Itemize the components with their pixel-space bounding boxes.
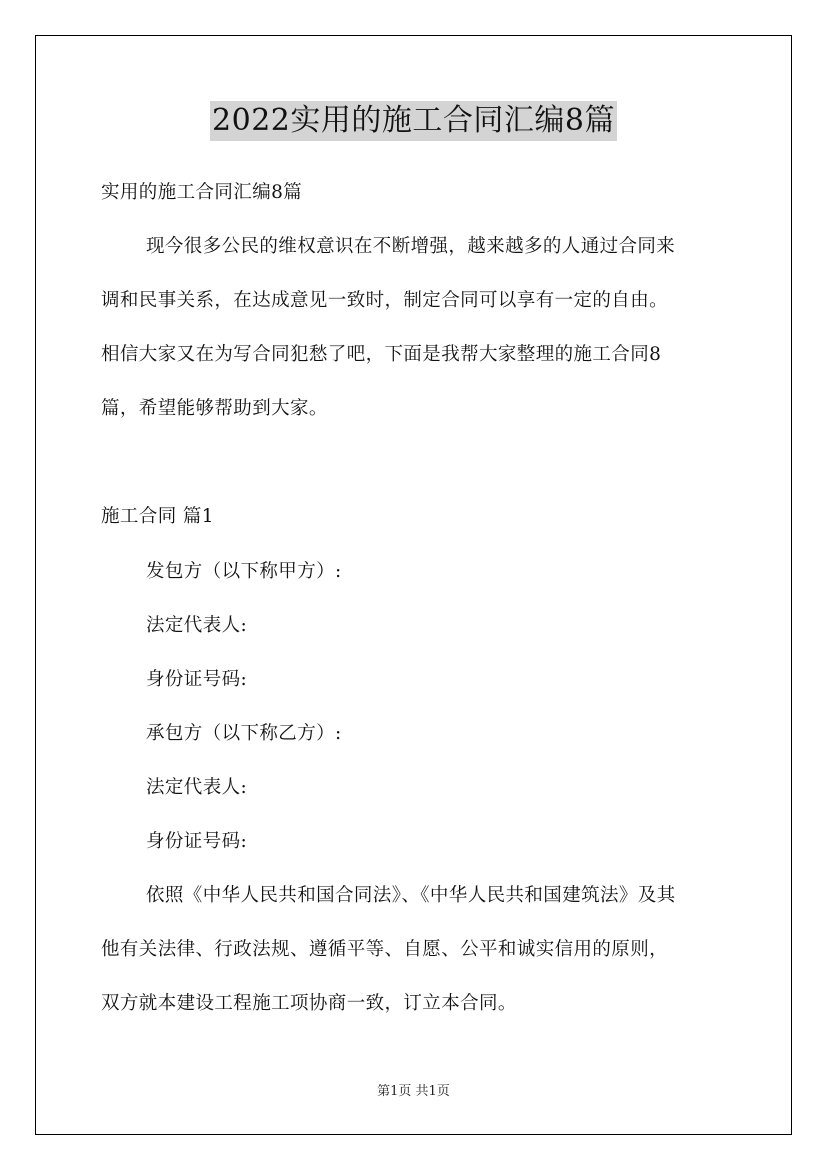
- party-a-representative-field: 法定代表人:: [146, 615, 248, 636]
- party-b-representative-field: 法定代表人:: [146, 777, 248, 798]
- party-b-id-field: 身份证号码:: [146, 831, 248, 852]
- party-b-field: 承包方（以下称乙方）:: [146, 723, 342, 744]
- party-a-id-field: 身份证号码:: [146, 669, 248, 690]
- body-line: 双方就本建设工程施工项协商一致，订立本合同。: [101, 993, 517, 1014]
- page-footer: 第1页 共1页: [377, 1084, 450, 1099]
- intro-line: 相信大家又在为写合同犯愁了吧，下面是我帮大家整理的施工合同8: [101, 344, 662, 365]
- document-subtitle: 实用的施工合同汇编8篇: [101, 182, 303, 203]
- body-line: 依照《中华人民共和国合同法》、《中华人民共和国建筑法》及其: [146, 885, 676, 906]
- intro-line: 篇，希望能够帮助到大家。: [101, 398, 328, 419]
- intro-line: 现今很多公民的维权意识在不断增强，越来越多的人通过合同来: [146, 236, 676, 257]
- document-title-wrap: [0, 101, 827, 141]
- document-title: 2022实用的施工合同汇编8篇: [210, 101, 617, 141]
- section-heading: 施工合同 篇1: [101, 506, 214, 527]
- party-a-field: 发包方（以下称甲方）:: [146, 561, 342, 582]
- body-line: 他有关法律、行政法规、遵循平等、自愿、公平和诚实信用的原则，: [101, 939, 669, 960]
- intro-line: 调和民事关系，在达成意见一致时，制定合同可以享有一定的自由。: [101, 290, 669, 311]
